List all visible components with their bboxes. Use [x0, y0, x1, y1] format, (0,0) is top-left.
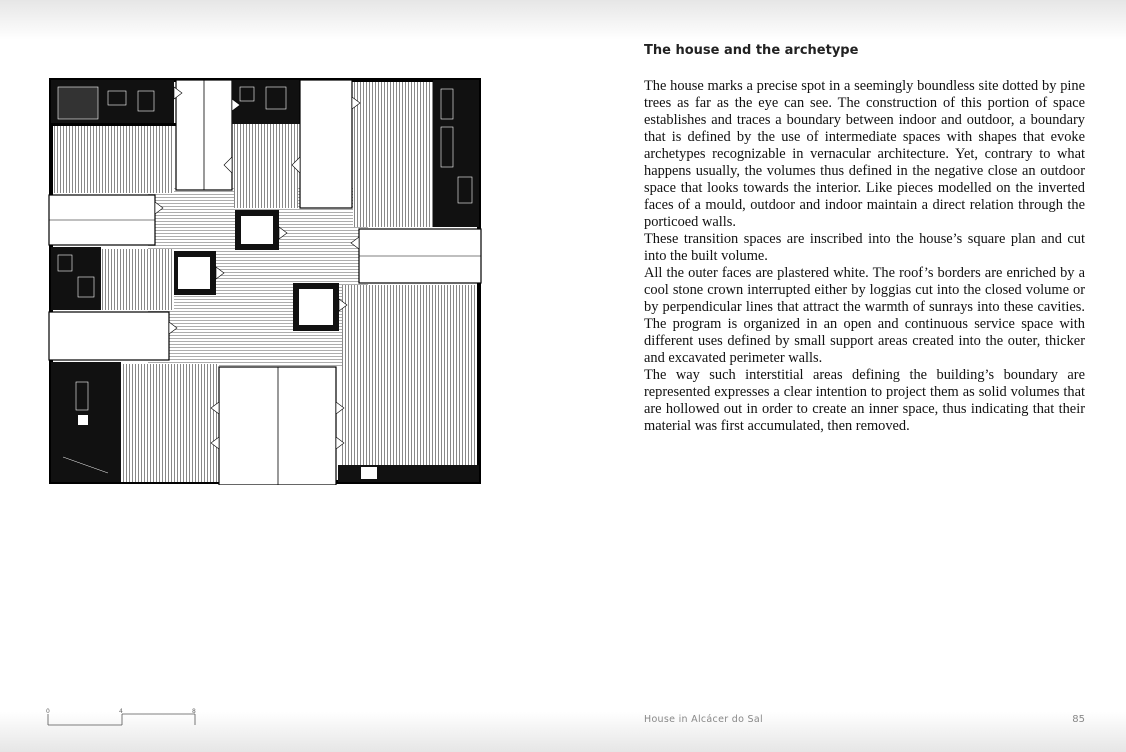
floor-plan — [48, 77, 482, 485]
scale-tick-label: 4 — [119, 708, 123, 715]
scale-bar — [44, 706, 204, 728]
bathroom-left-mid — [51, 247, 101, 310]
paragraph: The house marks a precise spot in a seemingly boundless site dotted by pine trees as far as the eye can see. The construction of this portion of space establishes and traces a boundary between indoor and outdoor, a boundary that is defined by the use of intermediate spaces with shapes that evoke archetypes recognizable in vernacular architecture. Yet, contrary to what happens usually, the volumes thus defined in the negative close an outdoor space that looks towards the interior. Like pieces modelled on the inverted faces of a mould, outdoor and indoor maintain a direct relation through the porticoed walls. — [644, 78, 1085, 230]
paragraph: The way such interstitial areas defining the building’s boundary are represented expresses a clear intention to project them as solid volumes that are hollowed out in order to create an inner space, thus indicating that their material was first accumulated, then removed. — [644, 367, 1085, 434]
scale-tick-label: 0 — [46, 708, 50, 715]
corridor-bottom — [219, 367, 336, 485]
room-top-right — [353, 82, 433, 227]
page-number: 85 — [1072, 714, 1085, 725]
section-heading: The house and the archetype — [644, 43, 859, 58]
corridor-top-2 — [300, 80, 352, 208]
room-top-left — [53, 125, 174, 193]
room-left-mid — [101, 249, 174, 310]
running-footer-title: House in Alcácer do Sal — [644, 714, 763, 725]
corridor-left-2 — [49, 312, 169, 360]
room-bottom-left — [121, 364, 219, 482]
service-top-right — [433, 80, 479, 227]
room-bottom-right — [342, 285, 477, 465]
body-text — [644, 78, 1085, 435]
scale-tick-label: 8 — [192, 708, 196, 715]
paragraph: All the outer faces are plastered white. The roof’s borders are enriched by a cool stone crown interrupted either by loggias cut into the closed volume or by perpendicular lines that attract the warmth of sunrays into these cavities. The program is organized in an open and continuous service space with different uses defined by small support areas created into the outer, thicker and excavated perimeter walls. — [644, 265, 1085, 366]
paragraph: These transition spaces are inscribed into the house’s square plan and cut into the built volume. — [644, 231, 1085, 264]
room-top-center — [234, 124, 298, 208]
